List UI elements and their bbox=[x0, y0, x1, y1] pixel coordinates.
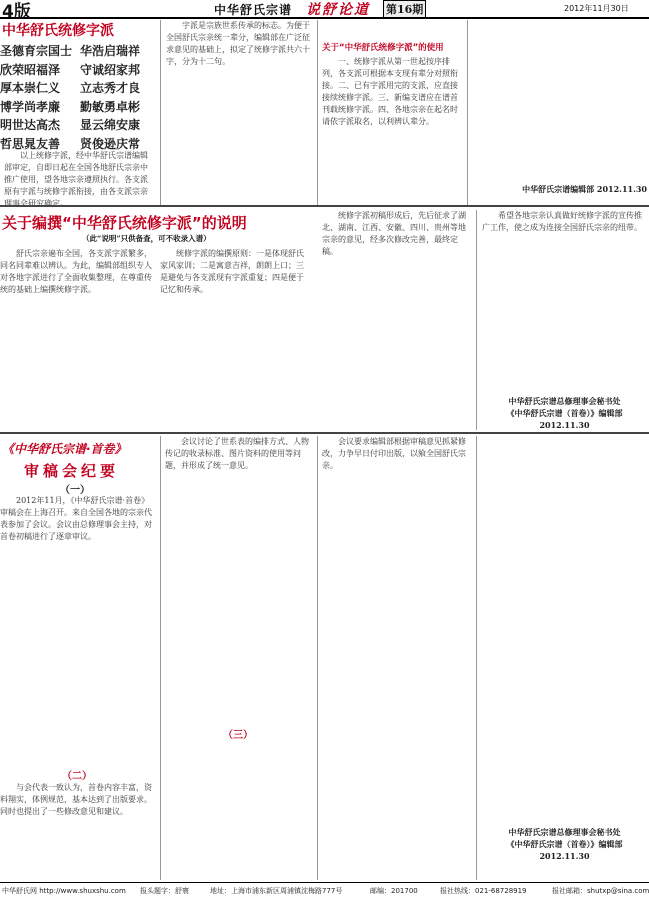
divider bbox=[317, 20, 318, 205]
footer-address: 地址：上海市浦东新区周浦镇沈梅路777号 bbox=[210, 887, 343, 895]
minutes-paragraph-4: 会议要求编辑部根据审稿意见抓紧修改，力争早日付印出版，以飨全国舒氏宗亲。 bbox=[322, 437, 466, 470]
issue-number: 第16期 bbox=[383, 0, 426, 18]
motto-left-6: 哲思晁友善 bbox=[0, 136, 61, 151]
motto-right-1: 华浩启瑞祥 bbox=[80, 44, 141, 58]
article2-sign-line-1: 中华舒氏宗谱总修理事会秘书处 bbox=[508, 396, 621, 406]
article2-paragraph-1: 舒氏宗亲遍布全国，各支派字派繁多，同名同辈难以辨认。为此，编辑部组织专人对各地字派进行了全面收集整理，在尊重传统的基础上编撰统修字派。 bbox=[0, 249, 152, 294]
usage-intro-paragraph: 字派是宗族世系传承的标志。为便于全国舒氏宗亲统一辈分，编辑部在广泛征求意见的基础上，拟定了统修字派共六十字，分为十二句。 bbox=[166, 21, 310, 66]
article2-title: 关于编撰“中华舒氏统修字派”的说明 bbox=[2, 214, 247, 232]
motto-left-5: 明世达高杰 bbox=[0, 118, 61, 132]
footer-editor: 报头题字：舒寰 bbox=[140, 887, 189, 895]
article2-paragraph-2: 统修字派的编撰原则：一是体现舒氏家风家训；二是寓意吉祥，朗朗上口；三是避免与各支派现有字派重复；四是便于记忆和传承。 bbox=[160, 249, 304, 294]
article2-paragraph-3: 统修字派初稿形成后，先后征求了湖北、湖南、江西、安徽、四川、贵州等地宗亲的意见，经多次修改完善，最终定稿。 bbox=[322, 211, 466, 256]
article2-sign-line-2: 《中华舒氏宗谱（首卷）》编辑部 bbox=[506, 408, 623, 418]
divider bbox=[317, 436, 318, 880]
minutes-sign-line-1: 中华舒氏宗谱总修理事会秘书处 bbox=[508, 827, 621, 837]
minutes-col1 bbox=[0, 495, 155, 765]
article2-subtitle: （此“说明”只供备查，可不收录入谱） bbox=[82, 234, 211, 243]
motto-right-5: 显云绵安康 bbox=[80, 118, 141, 132]
footer-website[interactable]: 中华舒氏网 http://www.shuxshu.com bbox=[2, 887, 126, 895]
motto-right-4: 勤敏勇卓彬 bbox=[80, 99, 141, 114]
minutes-title: 《中华舒氏宗谱·首卷》 bbox=[2, 442, 127, 456]
minutes-sign-line-3: 2012.11.30 bbox=[539, 851, 590, 861]
motto-right-2: 守诚绍家邦 bbox=[80, 62, 141, 77]
minutes-sign-line-2: 《中华舒氏宗谱（首卷）》编辑部 bbox=[506, 839, 623, 849]
article2-col2 bbox=[160, 248, 310, 428]
article2-col4 bbox=[482, 210, 647, 380]
usage-title: 关于“中华舒氏统修字派”的使用 bbox=[322, 43, 444, 53]
footer bbox=[0, 882, 649, 901]
article2-col1 bbox=[0, 248, 152, 428]
motto-left-4: 博学尚孝廉 bbox=[0, 99, 61, 114]
minutes-section-2: （二） bbox=[62, 771, 92, 782]
paper-title: 中华舒氏宗谱 bbox=[214, 3, 293, 17]
footer-email[interactable]: 报社邮箱：shutxp@sina.com bbox=[552, 887, 649, 895]
minutes-col1b bbox=[0, 782, 155, 877]
motto-right-6: 贤俊逊庆常 bbox=[80, 136, 141, 151]
column-title: 说舒论道 bbox=[306, 2, 370, 18]
motto-right-3: 立志秀才良 bbox=[80, 81, 141, 95]
footer-postcode: 邮编：201700 bbox=[370, 887, 418, 895]
section-rule bbox=[0, 432, 649, 434]
minutes-subtitle: 审稿会纪要 bbox=[24, 462, 120, 480]
divider bbox=[160, 436, 161, 880]
minutes-sign bbox=[482, 826, 647, 862]
motto-left-1: 圣德育宗国士 bbox=[0, 44, 73, 58]
divider bbox=[160, 20, 161, 205]
article2-paragraph-4: 希望各地宗亲认真做好统修字派的宣传推广工作，使之成为连接全国舒氏宗亲的纽带。 bbox=[482, 211, 642, 232]
minutes-paragraph-1: 2012年11月，《中华舒氏宗谱·首卷》审稿会在上海召开。来自全国各地的宗亲代表参加了会议。会议由总修理事会主持，对首卷初稿进行了逐章审议。 bbox=[0, 496, 152, 541]
article1-title: 中华舒氏统修字派 bbox=[2, 23, 114, 39]
usage-paragraph: 一、统修字派从第一世起按序排列，各支派可根据本支现有辈分对照衔接。二、已有字派用完的支派，应直接接续统修字派。三、新编支谱应在谱首刊载统修字派。四、各地宗亲在起名时请依字派取名，以利辨认辈分。 bbox=[322, 57, 458, 126]
masthead bbox=[0, 0, 649, 22]
usage-intro bbox=[166, 20, 312, 202]
article2-sign bbox=[482, 395, 647, 431]
section-rule bbox=[0, 205, 649, 207]
usage-sign: 中华舒氏宗谱编辑部 2012.11.30 bbox=[522, 184, 647, 194]
motto-left-2: 欣荣昭福泽 bbox=[0, 62, 61, 77]
usage-body bbox=[322, 56, 462, 202]
divider bbox=[476, 436, 477, 880]
minutes-section-3: （三） bbox=[223, 730, 253, 741]
article2-sign-line-3: 2012.11.30 bbox=[539, 420, 590, 430]
footer-phone: 报社热线：021-68728919 bbox=[440, 887, 527, 895]
divider bbox=[476, 210, 477, 430]
minutes-paragraph-3: 会议讨论了世系表的编排方式、人物传记的收录标准、图片资料的使用等问题，并形成了统一意见。 bbox=[165, 437, 309, 470]
page-label: 4版 bbox=[2, 2, 31, 22]
motto-left-3: 厚本崇仁义 bbox=[0, 81, 61, 95]
issue-date: 2012年11月30日 bbox=[564, 4, 629, 13]
minutes-section-1: （一） bbox=[60, 485, 90, 496]
divider bbox=[467, 20, 468, 205]
minutes-paragraph-2: 与会代表一致认为，首卷内容丰富，资料翔实，体例规范，基本达到了出版要求。同时也提出了一些修改意见和建议。 bbox=[0, 783, 152, 816]
minutes-col3 bbox=[322, 436, 472, 876]
article1-body bbox=[4, 150, 154, 208]
article1-paragraph: 以上统修字派，经中华舒氏宗谱编辑部审定，自即日起在全国各地舒氏宗亲中推广使用，望各地宗亲遵照执行。各支派原有字派与统修字派衔接，由各支派宗亲理事会研究确定。 bbox=[4, 151, 148, 208]
minutes-col2 bbox=[165, 436, 315, 718]
article2-col3 bbox=[322, 210, 472, 428]
